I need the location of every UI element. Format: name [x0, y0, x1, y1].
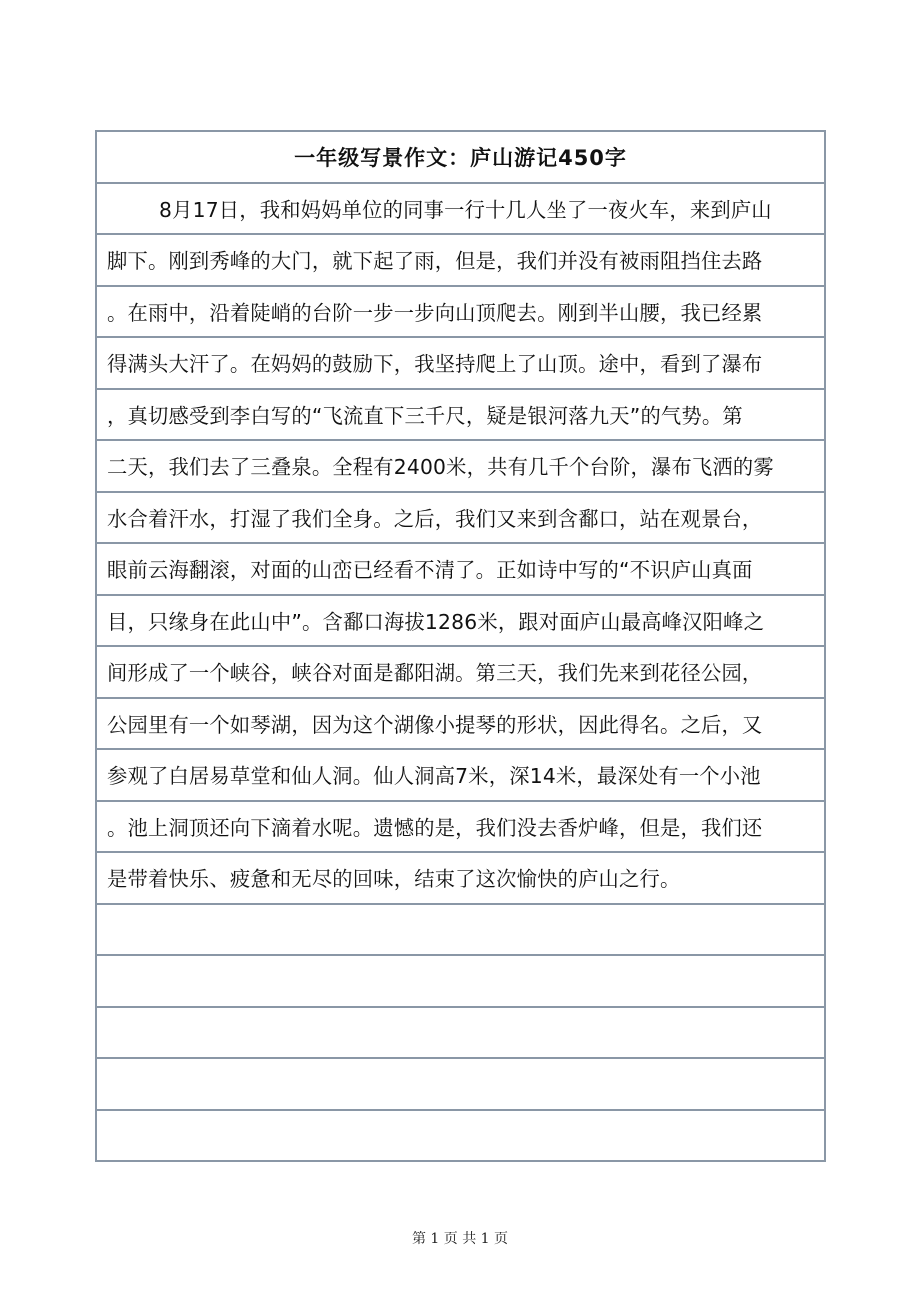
essay-line-text: 脚下。刚到秀峰的大门，就下起了雨，但是，我们并没有被雨阻挡住去路 [107, 249, 763, 274]
page-number: 第 1 页 共 1 页 [411, 1231, 509, 1247]
essay-line-text: 8月17日，我和妈妈单位的同事一行十几人坐了一夜火车，来到庐山 [159, 197, 772, 222]
empty-line [97, 1111, 824, 1161]
essay-title-row [97, 132, 824, 184]
essay-line [97, 750, 824, 802]
essay-line-text: 二天，我们去了三叠泉。全程有2400米，共有几千个台阶，瀑布飞洒的雾 [107, 455, 774, 480]
essay-line [97, 699, 824, 751]
essay-line [97, 390, 824, 442]
essay-line-text: 是带着快乐、疲惫和无尽的回味，结束了这次愉快的庐山之行。 [107, 867, 681, 892]
essay-line [97, 802, 824, 854]
essay-sheet [95, 130, 826, 1162]
essay-line [97, 647, 824, 699]
empty-line [97, 1008, 824, 1060]
essay-line [97, 493, 824, 545]
essay-line-text: ，真切感受到李白写的“飞流直下三千尺，疑是银河落九天”的气势。第 [107, 403, 743, 428]
essay-title: 一年级写景作文：庐山游记450字 [294, 145, 627, 170]
essay-line [97, 287, 824, 339]
essay-line-text: 。池上洞顶还向下滴着水呢。遗憾的是，我们没去香炉峰，但是，我们还 [107, 815, 763, 840]
essay-line [97, 596, 824, 648]
essay-line-text: 得满头大汗了。在妈妈的鼓励下，我坚持爬上了山顶。途中，看到了瀑布 [107, 352, 763, 377]
essay-line [97, 441, 824, 493]
essay-line [97, 338, 824, 390]
essay-line-text: 公园里有一个如琴湖，因为这个湖像小提琴的形状，因此得名。之后，又 [107, 712, 763, 737]
essay-line-text: 目，只缘身在此山中”。含鄱口海拔1286米，跟对面庐山最高峰汉阳峰之 [107, 609, 765, 634]
empty-line [97, 1059, 824, 1111]
essay-line [97, 235, 824, 287]
essay-line [97, 544, 824, 596]
essay-line [97, 853, 824, 905]
essay-line-text: 眼前云海翻滚，对面的山峦已经看不清了。正如诗中写的“不识庐山真面 [107, 558, 753, 583]
essay-line-text: 水合着汗水，打湿了我们全身。之后，我们又来到含鄱口，站在观景台， [107, 506, 763, 531]
essay-line [97, 184, 824, 236]
essay-line-text: 间形成了一个峡谷，峡谷对面是鄱阳湖。第三天，我们先来到花径公园， [107, 661, 763, 686]
empty-line [97, 956, 824, 1008]
essay-line-text: 参观了白居易草堂和仙人洞。仙人洞高7米，深14米，最深处有一个小池 [107, 764, 761, 789]
essay-line-text: 。在雨中，沿着陡峭的台阶一步一步向山顶爬去。刚到半山腰，我已经累 [107, 300, 763, 325]
empty-line [97, 905, 824, 957]
